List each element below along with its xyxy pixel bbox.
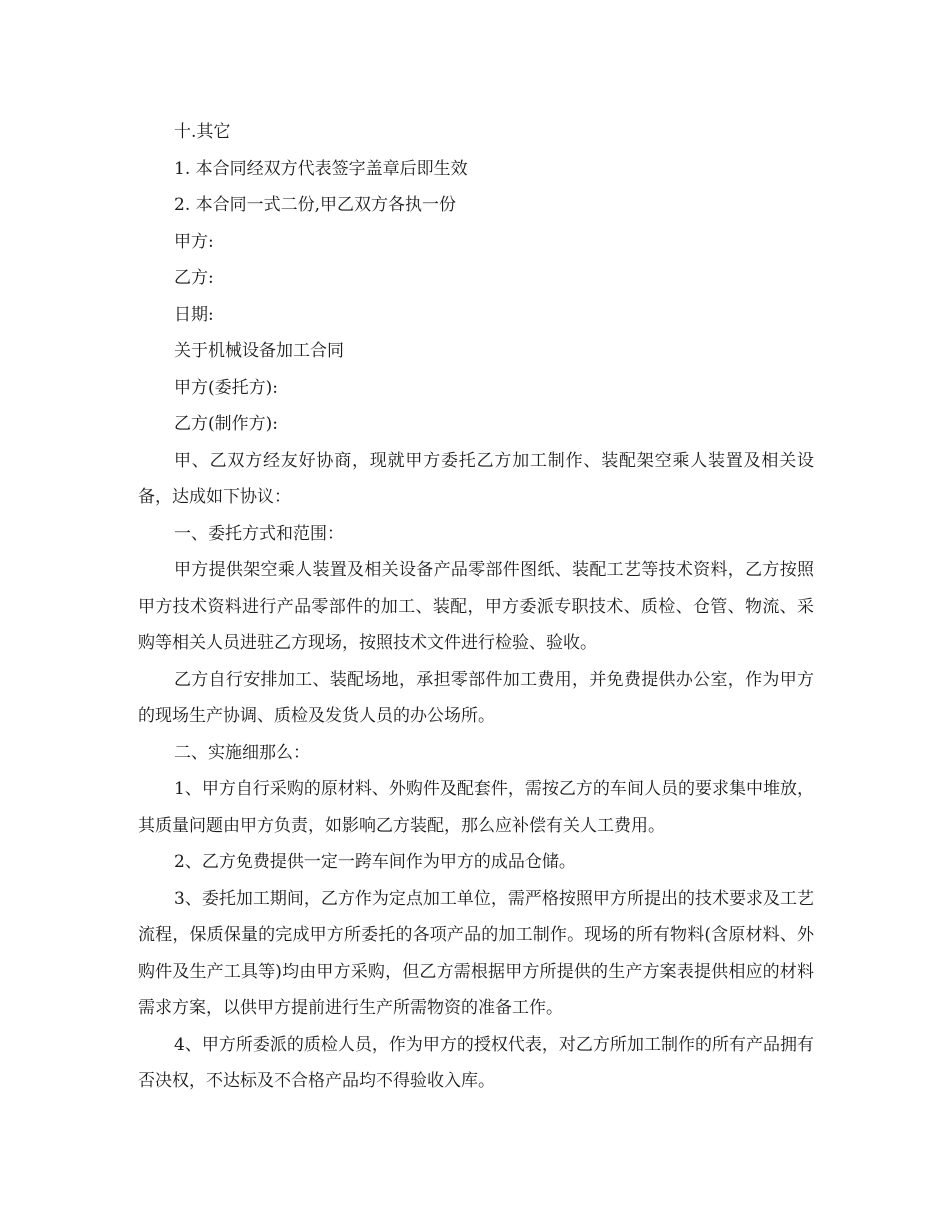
clause-copies: 2. 本合同一式二份,甲乙双方各执一份 bbox=[174, 195, 457, 215]
paragraph-scope-2: 乙方自行安排加工、装配场地，承担零部件加工费用，并免费提供办公室，作为甲方的现场生产协调、质检及发货人员的办公场所。 bbox=[138, 669, 814, 726]
party-b-label: 乙方: bbox=[174, 268, 214, 288]
section-heading-other: 十.其它 bbox=[174, 122, 231, 142]
section-heading-scope: 一、委托方式和范围： bbox=[174, 523, 344, 544]
paragraph-item-2: 2、乙方免费提供一定一跨车间作为甲方的成品仓储。 bbox=[174, 852, 576, 872]
paragraph-item-1: 1、甲方自行采购的原材料、外购件及配套件，需按乙方的车间人员的要求集中堆放，其质量问题由甲方负责，如影响乙方装配，那么应补偿有关人工费用。 bbox=[138, 779, 814, 836]
paragraph-item-3: 3、委托加工期间，乙方作为定点加工单位，需严格按照甲方所提出的技术要求及工艺流程，保质保量的完成甲方所委托的各项产品的加工制作。现场的所有物料(含原材料、外购件及生产工具等)均由甲方采购，但乙方需根据甲方所提供的生产方案表提供相应的材料需求方案，以供甲方提前进行生产所需物资的准备工作。 bbox=[138, 888, 814, 1018]
date-label: 日期: bbox=[174, 304, 214, 325]
party-a-label: 甲方: bbox=[174, 231, 214, 252]
document-page bbox=[138, 114, 814, 1100]
paragraph-scope-1: 甲方提供架空乘人装置及相关设备产品零部件图纸、装配工艺等技术资料，乙方按照甲方技术资料进行产品零部件的加工、装配，甲方委派专职技术、质检、仓管、物流、采购等相关人员进驻乙方现场，按照技术文件进行检验、验收。 bbox=[138, 560, 814, 653]
party-b-maker-label: 乙方(制作方): bbox=[174, 414, 278, 434]
party-a-client-label: 甲方(委托方): bbox=[174, 377, 278, 398]
contract-title: 关于机械设备加工合同 bbox=[174, 341, 344, 361]
paragraph-intro: 甲、乙双方经友好协商，现就甲方委托乙方加工制作、装配架空乘人装置及相关设备，达成如下协议： bbox=[138, 450, 814, 507]
clause-effective: 1. 本合同经双方代表签字盖章后即生效 bbox=[174, 158, 468, 179]
paragraph-item-4: 4、甲方所委派的质检人员，作为甲方的授权代表，对乙方所加工制作的所有产品拥有否决权，不达标及不合格产品均不得验收入库。 bbox=[138, 1034, 814, 1091]
section-heading-implementation: 二、实施细那么： bbox=[174, 742, 310, 763]
